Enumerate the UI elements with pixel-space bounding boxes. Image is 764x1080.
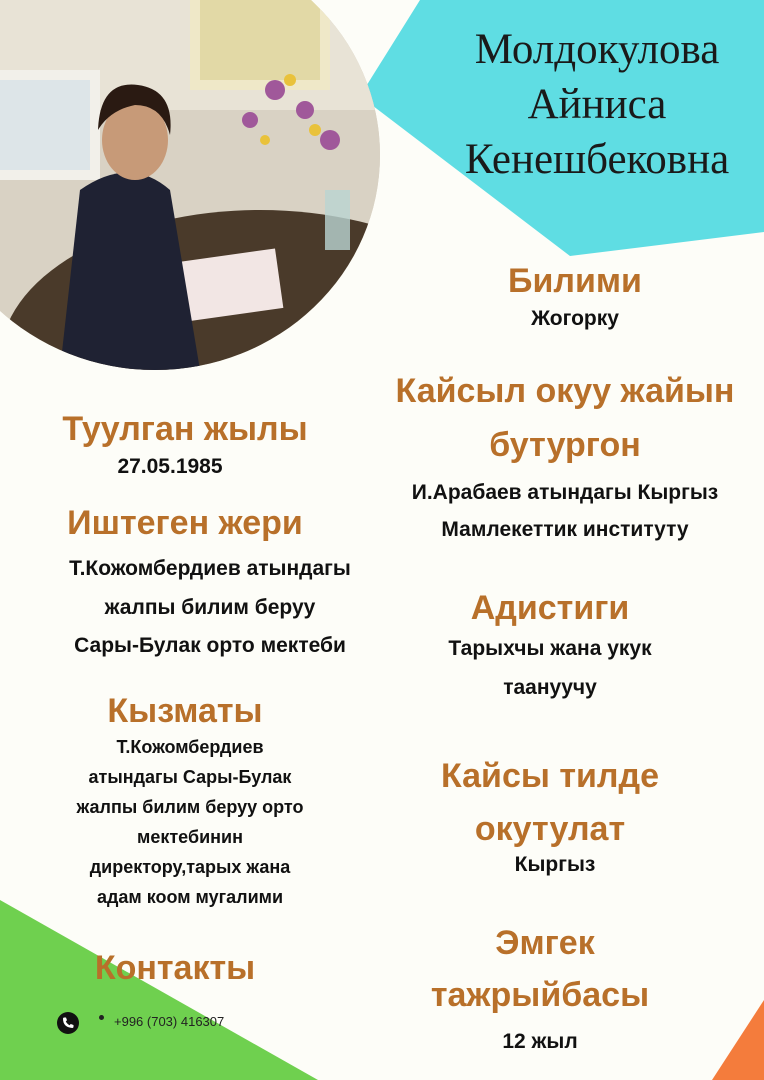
experience-value: 12 жыл: [502, 1030, 578, 1053]
orange-triangle: [712, 1000, 764, 1080]
workplace-line: Т.Кожомбердиев атындагы: [69, 557, 351, 580]
position-line: директору,тарых жана: [89, 857, 291, 877]
name-line: Кенешбековна: [464, 136, 730, 183]
person-name: [430, 22, 764, 187]
name-line: Молдокулова: [474, 26, 720, 73]
institution-line: И.Арабаев атындагы Кыргыз: [411, 481, 719, 504]
workplace-heading: Иштеген жери: [67, 504, 303, 542]
position-line: адам коом мугалими: [96, 887, 284, 907]
position-line: атындагы Сары-Булак: [88, 767, 292, 787]
education-value: Жогорку: [531, 307, 619, 330]
institution-heading: бутургон: [489, 426, 641, 464]
phone-icon: [57, 1012, 79, 1034]
name-line: Айниса: [527, 81, 667, 128]
birth-heading: Туулган жылы: [62, 410, 308, 448]
bullet-dot: [99, 1015, 104, 1020]
contacts-heading: Контакты: [94, 949, 256, 987]
language-heading: Кайсы тилде: [440, 757, 659, 795]
education-heading: Билими: [508, 262, 642, 300]
specialty-line: Тарыхчы жана укук: [448, 637, 652, 660]
birth-date: 27.05.1985: [117, 455, 223, 478]
experience-heading: Эмгек: [495, 924, 595, 962]
position-line: Т.Кожомбердиев: [116, 737, 264, 757]
institution-line: Мамлекеттик институту: [441, 518, 689, 541]
position-line: мектебинин: [137, 827, 243, 847]
specialty-line: таануучу: [503, 676, 597, 699]
experience-heading: тажрыйбасы: [430, 976, 650, 1014]
specialty-heading: Адистиги: [470, 589, 630, 627]
phone-number[interactable]: +996 (703) 416307: [114, 1014, 225, 1029]
institution-heading: Кайсыл окуу жайын: [395, 372, 735, 410]
language-heading: окутулат: [474, 810, 626, 848]
position-line: жалпы билим беруу орто: [76, 797, 304, 817]
language-value: Кыргыз: [514, 853, 596, 876]
workplace-line: Сары-Булак орто мектеби: [74, 634, 346, 657]
position-heading: Кызматы: [107, 692, 263, 730]
workplace-line: жалпы билим беруу: [104, 596, 316, 619]
